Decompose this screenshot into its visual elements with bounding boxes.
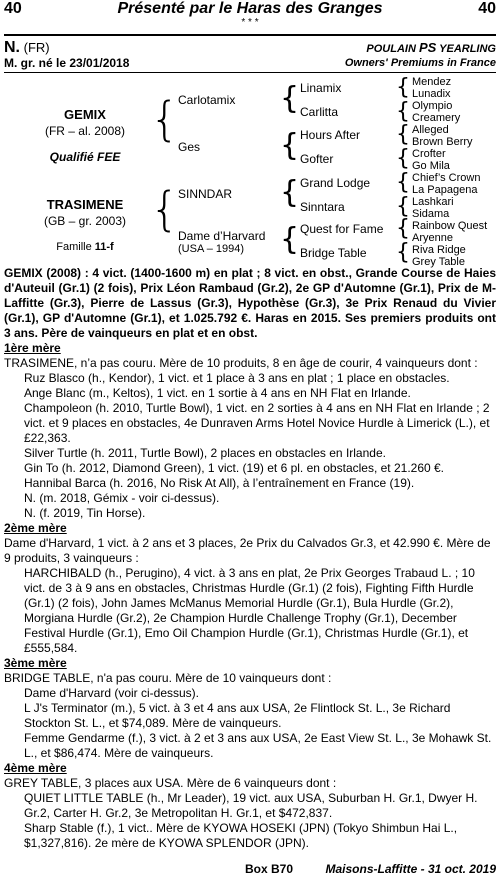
brace-g3-7: { [396,216,410,241]
gen2-dam-dam-info: (USA – 1994) [178,243,245,255]
gen4-1: Mendez [412,76,452,88]
brace-g3-1: { [396,75,410,100]
list-item: L J's Terminator (m.), 5 vict. à 3 et 4 ans aux USA, 2e Flintlock St. L., 3e Richard Stockton St. L., et $74,089. Mère de vainqueurs. [24,701,451,730]
gen3-3: Hours After [300,128,361,142]
list-item: Ruz Blasco (h., Kendor), 1 vict. et 1 place à 3 ans en plat ; 1 place en obstacles. [24,371,450,385]
horse-birth: M. gr. né le 23/01/2018 [4,56,130,70]
gen4-15: Riva Ridge [412,244,466,256]
list-item: N. (m. 2018, Gémix - voir ci-dessus). [24,491,220,505]
horse-name: N. [4,39,20,56]
brace-g3-3: { [396,122,410,147]
divider-pedigree [4,72,496,73]
gen4-10: La Papagena [412,184,478,196]
sire-info: (FR – al. 2008) [44,124,126,138]
gen3-2: Carlitta [300,105,339,119]
gen4-12: Sidama [412,208,450,220]
page-number-right: 40 [478,0,496,17]
list-item: Champoleon (h. 2010, Turtle Bowl), 1 vict. en 2 sorties à 4 ans en NH Flat en Irlande ; 2 vict. et 9 places en obstacles, 4e Dunraven Arms Hotel Novice Hurdle à Limerick (L.), et £22,363. [24,401,490,445]
sale-place-date: Maisons-Laffitte - 31 oct. 2019 [325,862,496,876]
section-title-2: 2ème mère [4,521,67,535]
gen4-8: Go Mila [412,160,450,172]
horse-origin: (FR) [23,40,50,55]
gen4-9: Chief’s Crown [412,172,481,184]
horse-type: POULAIN PS YEARLING [366,40,496,55]
gen4-7: Crofter [412,148,446,160]
brace-g3-8: { [396,240,410,265]
list-item: Hannibal Barca (h. 2016, No Risk At All), à l’entraînement en France (19). [24,476,415,490]
gen3-8: Bridge Table [300,246,367,260]
brace-g3-4: { [396,146,410,171]
brace-sire: { [150,92,180,146]
gen4-3: Olympio [412,100,453,112]
pedigree-notes [4,266,496,851]
list-item: Femme Gendarme (f.), 3 vict. à 2 et 3 ans aux USA, 2e East View St. L., 3e Mohawk St. L., et $86,474. Mère de vainqueurs. [24,731,492,760]
gen4-5: Alleged [412,124,449,136]
pedigree-table [0,74,500,268]
gen4-13: Rainbow Quest [412,220,488,232]
gen3-6: Sinntara [300,200,345,214]
section-head-1: TRASIMENE, n’a pas couru. Mère de 10 produits, 8 en âge de courir, 4 vainqueurs dont : [4,356,478,370]
brace-g3-6: { [396,194,410,219]
sire-record: GEMIX (2008) : 4 vict. (1400-1600 m) en plat ; 8 vict. en obst., Grande Course de Haies d'Auteuil (Gr.1) (2 fois), Prix Léon Rambaud (Gr.2), 2e GP d'Automne (Gr.1), Prix de M-Laffitte (Gr.3), Pierre de Lassus (Gr.3), Hypothèse (Gr.3), 3e Prix Renaud du Vivier (Gr.1), GP d'Automne (Gr.1), et 1.025.792 €. Haras en 2015. Ses premiers produits ont 3 ans. Père de vainqueurs en plat et en obst. [4,266,496,340]
list-item: N. (f. 2019, Tin Horse). [24,506,146,520]
gen4-2: Lunadix [412,88,451,100]
gen4-6: Brown Berry [412,136,473,148]
section-head-3: BRIDGE TABLE, n'a pas couru. Mère de 10 vainqueurs dont : [4,671,332,685]
list-item: Ange Blanc (m., Keltos), 1 vict. en 1 sortie à 4 ans en NH Flat en Irlande. [24,386,411,400]
section-head-4: GREY TABLE, 3 places aux USA. Mère de 6 vainqueurs dont : [4,776,337,790]
box-number: Box B70 [245,862,294,876]
gen2-dam-dam: Dame d’Harvard [178,229,266,243]
dam-family: Famille 11-f [56,241,114,253]
list-item: Dame d'Harvard (voir ci-dessus). [24,686,200,700]
brace-g3-2: { [396,99,410,124]
gen4-14: Aryenne [412,232,453,244]
brace-g2-3: { [280,175,300,210]
brace-dam: { [150,182,180,236]
brace-g2-2: { [280,128,300,163]
gen3-1: Linamix [300,81,342,95]
section-title-3: 3ème mère [4,656,67,670]
list-item: Silver Turtle (h. 2011, Turtle Bowl), 2 places en obstacles en Irlande. [24,446,386,460]
title-stars: * * * [241,17,259,28]
list-item: Sharp Stable (f.), 1 vict.. Mère de KYOWA HOSEKI (JPN) (Tokyo Shimbun Hai L., $1,327,816). 2e mère de KYOWA SPLENDOR (JPN). [24,821,458,850]
list-item: HARCHIBALD (h., Perugino), 4 vict. à 3 ans en plat, 2e Prix Georges Trabaud L. ; 10 vict. de 3 à 9 ans en obstacles, Christmas Hurdle (Gr.1) (2 fois), Fighting Fifth Hurdle (Gr.1) (2 fois), John James McManus Memorial Hurdle (Gr.1), Bula Hurdle (Gr.2), Morgiana Hurdle (Gr.2), 2e Champion Hurdle Challenge Trophy (Gr.1), December Festival Hurdle (Gr.1), Emo Oil Champion Hurdle (Gr.1), Christmas Hurdle (Gr.1), et £555,584. [24,566,475,655]
dam-name: TRASIMENE [46,197,124,212]
gen4-16: Grey Table [412,256,465,268]
gen2-sire-dam: Ges [178,140,201,154]
owners-premiums: Owners' Premiums in France [344,57,496,69]
sire-name: GEMIX [64,107,106,122]
brace-g2-4: { [280,222,300,257]
gen3-7: Quest for Fame [300,222,384,236]
divider-top [4,34,496,36]
gen4-11: Lashkari [412,196,454,208]
page-title: Présenté par le Haras des Granges [117,0,383,17]
section-title-4: 4ème mère [4,761,67,775]
section-title-1: 1ère mère [4,341,61,355]
brace-g2-1: { [280,81,300,116]
gen2-sire-sire: Carlotamix [178,93,236,107]
gen3-4: Gofter [300,152,334,166]
page-number-left: 40 [4,0,22,17]
gen3-5: Grand Lodge [300,176,371,190]
sire-qualification: Qualifié FEE [49,150,121,164]
brace-g3-5: { [396,170,410,195]
horse-name-line [4,41,50,55]
gen4-4: Creamery [412,112,461,124]
dam-info: (GB – gr. 2003) [43,214,127,228]
gen2-dam-sire: SINNDAR [178,187,233,201]
list-item: Gin To (h. 2012, Diamond Green), 1 vict. (19) et 6 pl. en obstacles, et 21.260 €. [24,461,445,475]
section-head-2: Dame d'Harvard, 1 vict. à 2 ans et 3 places, 2e Prix du Calvados Gr.3, et 42.990 €. Mère de 9 produits, 3 vainqueurs : [4,536,491,565]
list-item: QUIET LITTLE TABLE (h., Mr Leader), 19 vict. aux USA, Suburban H. Gr.1, Dwyer H. Gr.2, Carter H. Gr.2, 3e Metropolitan H. Gr.1, et $472,837. [24,791,478,820]
